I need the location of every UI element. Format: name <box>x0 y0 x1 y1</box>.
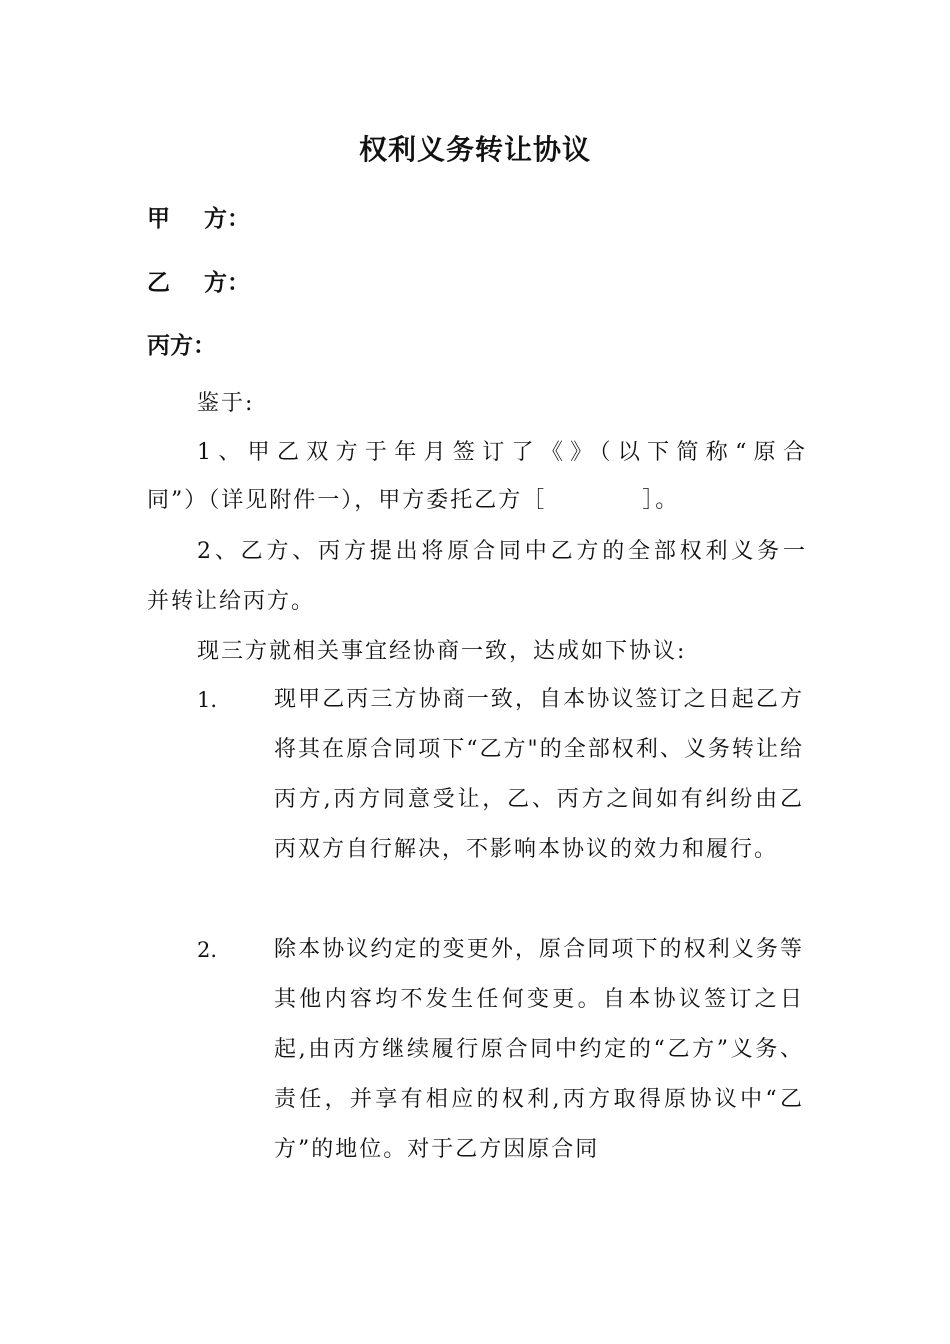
clause-number: 2. <box>197 938 218 962</box>
party-b-label <box>147 264 250 297</box>
clause-number: 1. <box>197 688 218 712</box>
party-b-char1: 乙 <box>147 270 170 296</box>
clause-text: 除本协议约定的变更外，原合同项下的权利义务等其他内容均不发生任何变更。自本协议签订之日起,由丙方继续履行原合同中约定的“乙方”义务、责任，并享有相应的权利,丙方取得原协议中“乙方”的地位。对于乙方因原合同 <box>274 937 804 1162</box>
party-c-label: 丙方： <box>147 333 216 359</box>
document-title: 权利义务转让协议 <box>358 133 591 166</box>
recital-2-line-2: 并转让给丙方。 <box>147 589 316 614</box>
recital-1-line-2-text: 同”）（详见附件一），甲方委托乙方［ <box>147 488 547 513</box>
clause-text: 现甲乙丙三方协商一致，自本协议签订之日起乙方将其在原合同项下“乙方"的全部权利、义务转让给丙方,丙方同意受让，乙、丙方之间如有纠纷由乙丙双方自行解决，不影响本协议的效力和履行。 <box>274 687 804 862</box>
recital-1-line-2-end: ］。 <box>642 488 680 513</box>
recital-1-line-2 <box>147 476 807 526</box>
party-a-char2: 方： <box>204 206 250 232</box>
agreement-intro: 现三方就相关事宜经协商一致，达成如下协议: <box>197 639 687 664</box>
party-b-char2: 方： <box>204 270 250 296</box>
recital-1-line-1: 1、甲乙双方于年月签订了《》（以下简称“原合 <box>197 440 807 465</box>
party-a-label <box>147 200 250 233</box>
whereas-heading: 鉴于: <box>197 391 255 416</box>
recital-2-line-1: 2、乙方、丙方提出将原合同中乙方的全部权利义务一 <box>197 539 807 564</box>
party-a-char1: 甲 <box>147 206 170 232</box>
